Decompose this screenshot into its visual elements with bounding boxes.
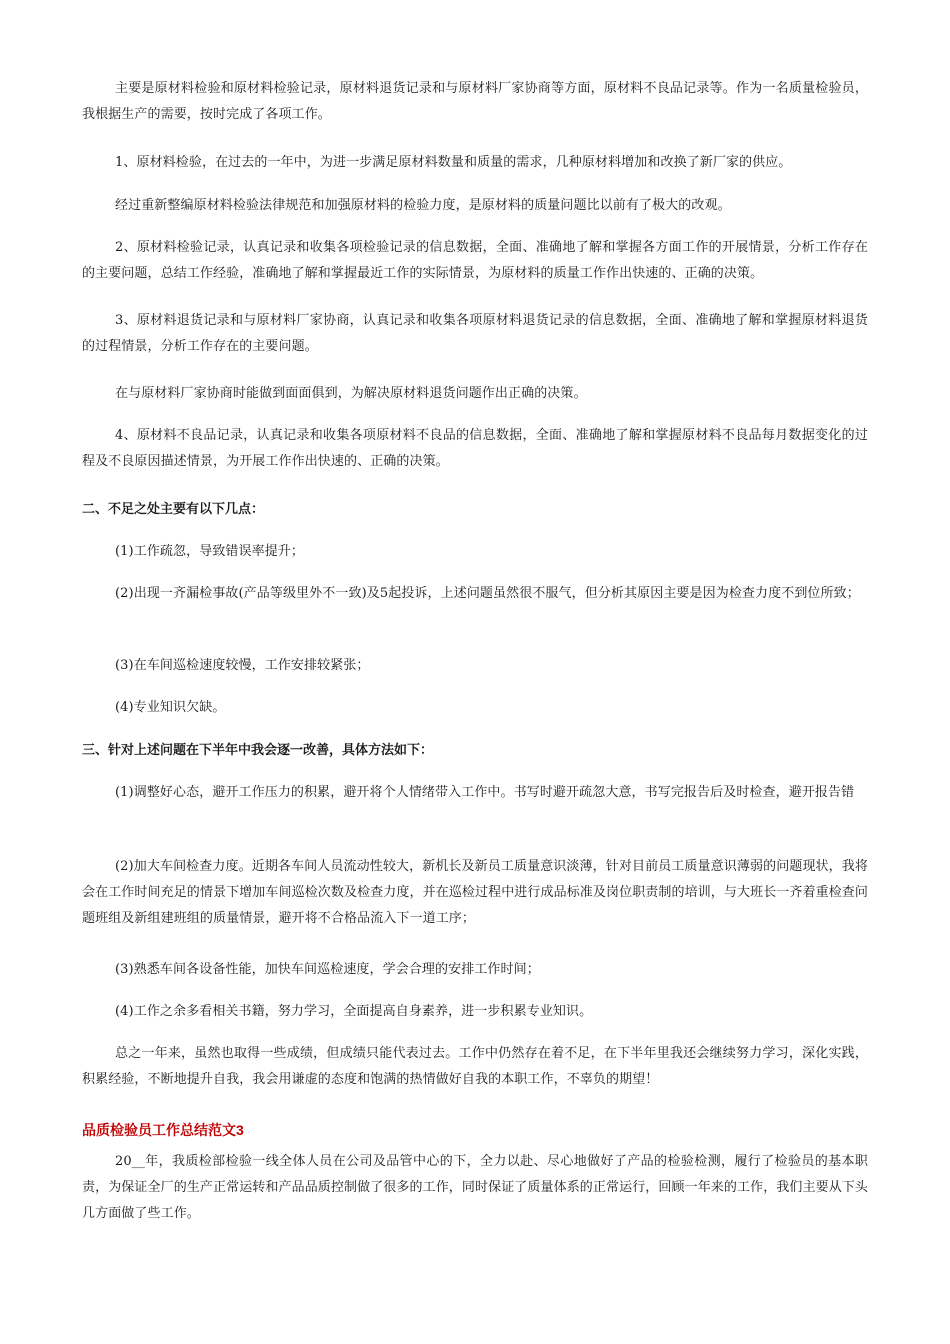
paragraph-item-3-returns: 3、原材料退货记录和与原材料厂家协商，认真记录和收集各项原材料退货记录的信息数据，全面、准确地了解和掌握原材料退货的过程情景，分析工作存在的主要问题。 [82,313,868,354]
article-3-intro: 20__年，我质检部检验一线全体人员在公司及品管中心的下，全力以赴、尽心地做好了产品的检验检测，履行了检验员的基本职责，为保证全厂的生产正常运转和产品品质控制做了很多的工作，同时保证了质量体系的正常运行，回顾一年来的工作，我们主要从下头几方面做了些工作。 [82,1154,869,1221]
paragraph-raw-material-overview: 主要是原材料检验和原材料检验记录，原材料退货记录和与原材料厂家协商等方面，原材料不良品记录等。作为一名质量检验员，我根据生产的需要，按时完成了各项工作。 [82,81,868,122]
improvement-item-2: (2)加大车间检查力度。近期各车间人员流动性较大，新机长及新员工质量意识淡薄，针对目前员工质量意识薄弱的问题现状，我将会在工作时间充足的情景下增加车间巡检次数及检查力度，并在巡检过程中进行成品标准及岗位职责制的培训，与大班长一齐着重检查问题班组及新组建班组的质量情景，避开将不合格品流入下一道工序； [82,859,869,926]
shortcoming-item-1: (1)工作疏忽，导致错误率提升； [115,544,305,559]
shortcoming-item-4: (4)专业知识欠缺。 [115,700,226,715]
paragraph-item-2-records: 2、原材料检验记录，认真记录和收集各项检验记录的信息数据，全面、准确地了解和掌握各方面工作的开展情景，分析工作存在的主要问题，总结工作经验，准确地了解和掌握最近工作的实际情景，为原材料的质量工作作出快速的、正确的决策。 [82,240,868,281]
improvement-item-4: (4)工作之余多看相关书籍，努力学习，全面提高自身素养，进一步积累专业知识。 [115,1004,593,1019]
paragraph-inspection-improvement: 经过重新整编原材料检验法律规范和加强原材料的检验力度，是原材料的质量问题比以前有了极大的改观。 [115,198,731,213]
section-3-heading: 三、针对上述问题在下半年中我会逐一改善，具体方法如下： [82,743,434,758]
paragraph-supplier-negotiation: 在与原材料厂家协商时能做到面面俱到，为解决原材料退货问题作出正确的决策。 [115,386,587,401]
article-3-title: 品质检验员工作总结范文3 [82,1122,244,1138]
improvement-item-1: (1)调整好心态，避开工作压力的积累，避开将个人情绪带入工作中。书写时避开疏忽大意，书写完报告后及时检查，避开报告错 [115,785,855,800]
shortcoming-item-3: (3)在车间巡检速度较慢，工作安排较紧张； [115,658,370,673]
section-2-heading: 二、不足之处主要有以下几点： [82,502,265,517]
improvement-item-3: (3)熟悉车间各设备性能，加快车间巡检速度，学会合理的安排工作时间； [115,962,540,977]
shortcoming-item-2: (2)出现一齐漏检事故(产品等级里外不一致)及5起投诉，上述问题虽然很不服气，但分析其原因主要是因为检查力度不到位所致； [115,586,860,601]
paragraph-item-1-inspection: 1、原材料检验，在过去的一年中，为进一步满足原材料数量和质量的需求，几种原材料增加和改换了新厂家的供应。 [115,155,792,170]
paragraph-item-4-defects: 4、原材料不良品记录，认真记录和收集各项原材料不良品的信息数据，全面、准确地了解和掌握原材料不良品每月数据变化的过程及不良原因描述情景，为开展工作作出快速的、正确的决策。 [82,428,868,469]
summary-paragraph: 总之一年来，虽然也取得一些成绩，但成绩只能代表过去。工作中仍然存在着不足，在下半年里我还会继续努力学习，深化实践，积累经验，不断地提升自我，我会用谦虚的态度和饱满的热情做好自我的本职工作，不辜负的期望！ [82,1046,868,1087]
